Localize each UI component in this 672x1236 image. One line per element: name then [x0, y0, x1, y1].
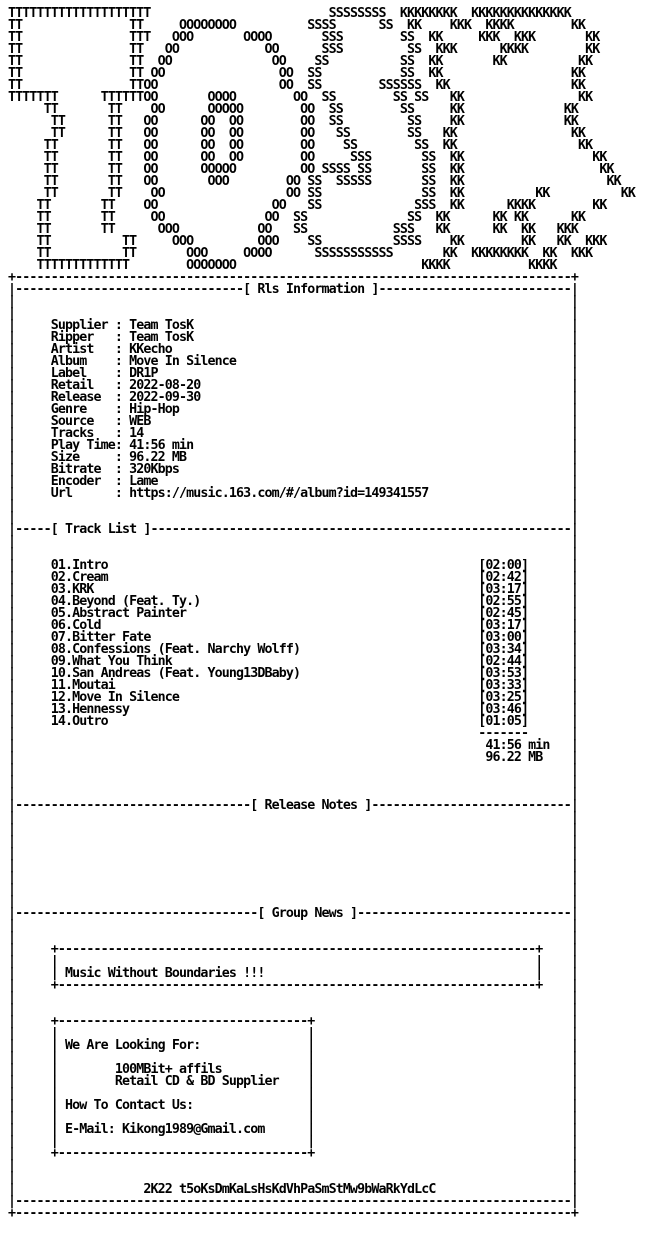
nfo-line: | |: [8, 294, 579, 309]
nfo-line: | | 100MBit+ affils | |: [8, 1062, 579, 1077]
nfo-line: | +-------------------------------------------------------------------+ |: [8, 942, 579, 957]
nfo-line: | 06.Cold [03:17] |: [8, 618, 579, 633]
nfo-line: | | Retail CD & BD Supplier | |: [8, 1074, 579, 1089]
nfo-line: | |: [8, 918, 579, 933]
nfo-line: TT TT OO OO SS SS KK KK KK: [8, 54, 593, 69]
nfo-line: | +-------------------------------------------------------------------+ |: [8, 978, 579, 993]
nfo-line: TT TT OOO OOO SS SSSS KK KK KK KKK: [8, 234, 607, 249]
nfo-line: TT TTT OOO OOOO SSS SS KK KKK KKK KK: [8, 30, 600, 45]
nfo-line: TT TT OO OO SS SSS KK KKKK KK: [8, 198, 607, 213]
nfo-line: TTTTTTTTTTTTTTTTTTTT SSSSSSSS KKKKKKKK KKKKKKKKKKKKKK: [8, 6, 571, 21]
nfo-line: |----------------------------------[ Group News ]------------------------------|: [8, 906, 579, 921]
nfo-line: | |: [8, 762, 579, 777]
nfo-line: |---------------------------------[ Release Notes ]----------------------------|: [8, 798, 579, 813]
nfo-line: | | | |: [8, 1134, 579, 1149]
nfo-line: | 08.Confessions (Feat. Narchy Wolff) [03:34] |: [8, 642, 579, 657]
nfo-line: | | | |: [8, 1110, 579, 1125]
nfo-line: | Album : Move In Silence |: [8, 354, 579, 369]
nfo-line: | |: [8, 1002, 579, 1017]
nfo-line: | Play Time: 41:56 min |: [8, 438, 579, 453]
nfo-line: | 96.22 MB |: [8, 750, 579, 765]
nfo-line: | | | |: [8, 1026, 579, 1041]
nfo-line: | |: [8, 534, 579, 549]
nfo-line: | |: [8, 810, 579, 825]
nfo-line: TT TTOO OO SS SSSSSS KK KK: [8, 78, 586, 93]
nfo-line: TT TT OOO OO SS SSS KK KK KK KKK: [8, 222, 579, 237]
nfo-line: | Retail : 2022-08-20 |: [8, 378, 579, 393]
nfo-line: TT TT OO OO OO OO SS SS KK KK: [8, 138, 593, 153]
nfo-line: +------------------------------------------------------------------------------+: [8, 1206, 579, 1221]
nfo-line: | |: [8, 498, 579, 513]
nfo-line: | Supplier : Team TosK |: [8, 318, 579, 333]
nfo-line: | +-----------------------------------+ |: [8, 1014, 579, 1029]
nfo-line: |------------------------------------------------------------------------------|: [8, 1194, 579, 1209]
nfo-line: TT TT OO OO OO OO SS SS KK KK: [8, 126, 586, 141]
nfo-text-block: [8, 8, 635, 1220]
nfo-line: | 01.Intro [02:00] |: [8, 558, 579, 573]
nfo-line: TT TT OO OO OO OO SSS SS KK KK: [8, 150, 607, 165]
nfo-line: TT TT OO OO OO OO SS SS KK KK: [8, 114, 579, 129]
nfo-line: | |: [8, 774, 579, 789]
nfo-line: | +-----------------------------------+ |: [8, 1146, 579, 1161]
nfo-line: TTTTTTTTTTTTT OOOOOOO KKKK KKKK: [8, 258, 557, 273]
nfo-line: | Genre : Hip-Hop |: [8, 402, 579, 417]
nfo-line: | |: [8, 870, 579, 885]
nfo-line: TT TT OO OO SS SS KK KK: [8, 66, 586, 81]
nfo-line: | 10.San Andreas (Feat. Young13DBaby) [03:53] |: [8, 666, 579, 681]
nfo-line: | Ripper : Team TosK |: [8, 330, 579, 345]
nfo-line: | |: [8, 846, 579, 861]
nfo-line: TT TT OOO OOOO SSSSSSSSSSS KK KKKKKKKK KK KKK: [8, 246, 593, 261]
nfo-line: TT TT OOOOOOOO SSSS SS KK KKK KKKK KK: [8, 18, 586, 33]
nfo-line: | 09.What You Think [02:44] |: [8, 654, 579, 669]
nfo-line: | Artist : KKecho |: [8, 342, 579, 357]
nfo-line: | 2K22 t5oKsDmKaLsHsKdVhPaSmStMw9bWaRkYdLcC |: [8, 1182, 579, 1197]
nfo-line: | | | |: [8, 1050, 579, 1065]
nfo-line: | |: [8, 822, 579, 837]
nfo-line: | | | |: [8, 1086, 579, 1101]
nfo-line: | Source : WEB |: [8, 414, 579, 429]
nfo-line: | Bitrate : 320Kbps |: [8, 462, 579, 477]
nfo-line: |--------------------------------[ Rls Information ]---------------------------|: [8, 282, 579, 297]
nfo-line: | 41:56 min |: [8, 738, 579, 753]
nfo-line: | |: [8, 894, 579, 909]
nfo-line: | 02.Cream [02:42] |: [8, 570, 579, 585]
nfo-line: | 03.KRK [03:17] |: [8, 582, 579, 597]
nfo-line: TT TT OO OO SS SS KK KK KK: [8, 186, 636, 201]
nfo-line: | | We Are Looking For: | |: [8, 1038, 579, 1053]
nfo-line: | | Music Without Boundaries !!! | |: [8, 966, 579, 981]
nfo-line: | |: [8, 990, 579, 1005]
nfo-line: | Label : DR1P |: [8, 366, 579, 381]
nfo-line: | 13.Hennessy [03:46] |: [8, 702, 579, 717]
nfo-line: | Tracks : 14 |: [8, 426, 579, 441]
nfo-line: | |: [8, 930, 579, 945]
nfo-line: +------------------------------------------------------------------------------+: [8, 270, 579, 285]
nfo-line: TT TT OO OOOOO OO SSSS SS SS KK KK: [8, 162, 614, 177]
nfo-line: | | | |: [8, 954, 579, 969]
nfo-line: |-----[ Track List ]-----------------------------------------------------------|: [8, 522, 579, 537]
nfo-line: | |: [8, 546, 579, 561]
nfo-line: | |: [8, 510, 579, 525]
nfo-line: | |: [8, 882, 579, 897]
nfo-line: | 14.Outro [01:05] |: [8, 714, 579, 729]
nfo-line: | |: [8, 1158, 579, 1173]
nfo-line: TT TT OO OOO OO SS SSSSS SS KK KK: [8, 174, 621, 189]
nfo-line: | |: [8, 834, 579, 849]
nfo-line: | Encoder : Lame |: [8, 474, 579, 489]
nfo-line: | Release : 2022-09-30 |: [8, 390, 579, 405]
nfo-line: TT TT OO OOOOO OO SS SS KK KK: [8, 102, 579, 117]
nfo-line: | 11.Moutai [03:33] |: [8, 678, 579, 693]
nfo-line: | |: [8, 306, 579, 321]
nfo-line: | ------- |: [8, 726, 579, 741]
nfo-line: TT TT OO OO SSS SS KKK KKKK KK: [8, 42, 600, 57]
nfo-line: | 12.Move In Silence [03:25] |: [8, 690, 579, 705]
nfo-line: TT TT OO OO SS SS KK KK KK KK: [8, 210, 586, 225]
nfo-line: | Url : https://music.163.com/#/album?id=149341557 |: [8, 486, 579, 501]
nfo-line: TTTTTTT TTTTTTOO OOOO OO SS SS SS KK KK: [8, 90, 593, 105]
nfo-line: | 07.Bitter Fate [03:00] |: [8, 630, 579, 645]
nfo-line: | 05.Abstract Painter [02:45] |: [8, 606, 579, 621]
nfo-line: | |: [8, 786, 579, 801]
nfo-line: | Size : 96.22 MB |: [8, 450, 579, 465]
nfo-line: | |: [8, 858, 579, 873]
nfo-line: | 04.Beyond (Feat. Ty.) [02:55] |: [8, 594, 579, 609]
nfo-line: | |: [8, 1170, 579, 1185]
nfo-line: | | E-Mail: Kikong1989@Gmail.com | |: [8, 1122, 579, 1137]
nfo-line: | | How To Contact Us: | |: [8, 1098, 579, 1113]
